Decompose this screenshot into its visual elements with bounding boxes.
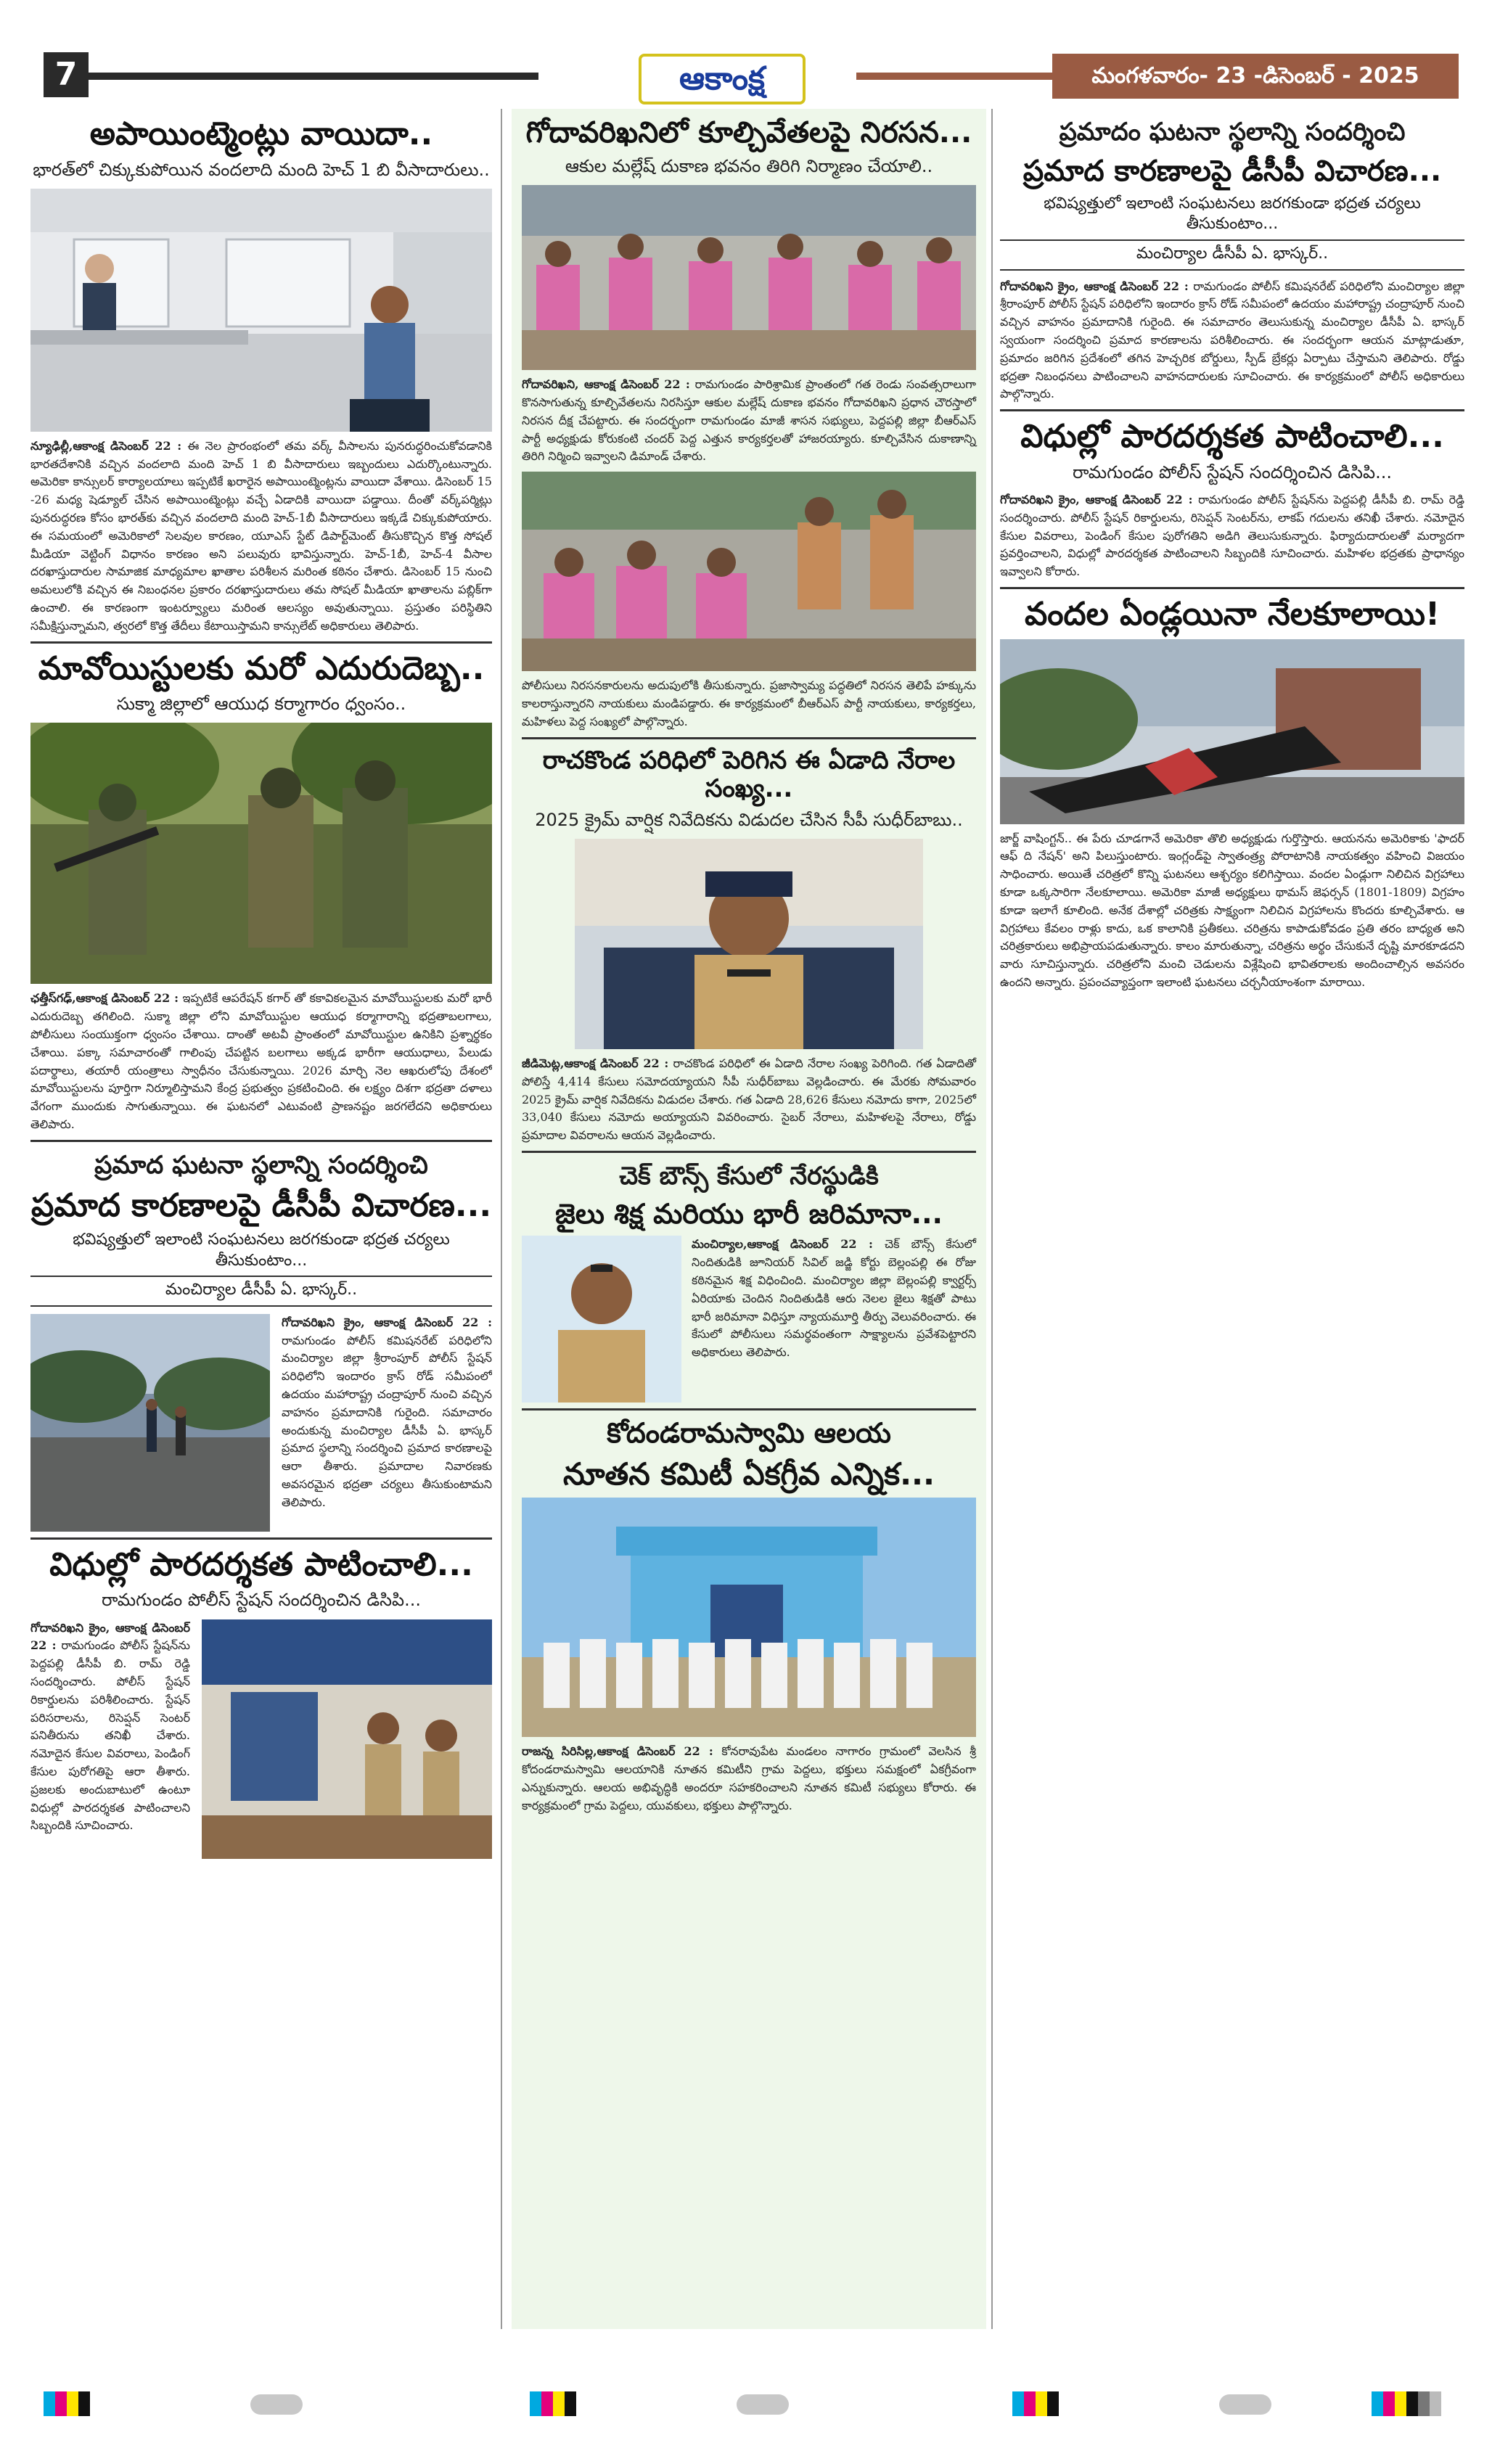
subhead: భారత్‌లో చిక్కుకుపోయిన వందలాది మంది హెచ్ 1 బి వీసాదారులు.. (33, 159, 490, 180)
security-forces-photo (30, 723, 492, 984)
temple-committee-photo (522, 1498, 976, 1737)
cyan-swatch (1012, 2391, 1024, 2416)
black-swatch (1047, 2391, 1059, 2416)
article-body: గోదావరిఖని, ఆకాంక్ష డిసెంబర్ 22 : రామగుండం పారిశ్రామిక ప్రాంతంలో గత రెండు సంవత్సరాలుగా కొనసాగుతున్న కూల్చివేతలను నిరసిస్తూ ఆకుల మల్లేష్ దుకాణ భవనం గోదావరిఖని ప్రధాన చౌరస్తాలో నిరసన దీక్ష చేపట్టారు. ఈ సందర్భంగా రామగుండం మాజీ శాసన సభ్యులు, పెద్దపల్లి జిల్లా బీఆర్ఎస్ పార్టీ అధ్యక్షుడు కోరుకంటి చందర్ పెద్ద ఎత్తున కార్యకర్తలతో హాజరయ్యారు. కూల్చివేసిన దుకాణాన్ని తిరిగి నిర్మించి ఇవ్వాలని డిమాండ్ చేశారు. (522, 377, 976, 464)
black-swatch (78, 2391, 90, 2416)
black-swatch (565, 2391, 576, 2416)
subhead: రామగుండం పోలీస్ స్టేషన్ సందర్శించిన డిసిపి... (102, 1590, 421, 1611)
cyan-swatch (1372, 2391, 1383, 2416)
column-divider (991, 109, 993, 2329)
registration-pill (737, 2394, 789, 2415)
accident-site-photo (30, 1314, 270, 1532)
grey-swatch (1418, 2391, 1430, 2416)
divider (30, 1140, 492, 1142)
headline: జైలు శిక్ష మరియు భారీ జరిమానా... (555, 1197, 943, 1230)
article-cheque-bounce (522, 1162, 976, 1403)
article-body: రాజన్న సిరిసిల్ల,ఆకాంక్ష డిసెంబర్ 22 : కోనరావుపేట మండలం నాగారం గ్రామంలో వెలసిన శ్రీ కోదండరామస్వామి ఆలయానికి నూతన కమిటీని గ్రామ పెద్దలు, భక్తులు సమక్షంలో ఏకగ్రీవంగా ఎన్నుకున్నారు. ఆలయ అభివృద్ధికి అందరూ సహకరించాలని నూతన కమిటీ సభ్యులు కోరారు. ఈ కార్యక్రమంలో గ్రామ పెద్దలు, యువకులు, భక్తులు పాల్గొన్నారు. (522, 1744, 976, 1812)
divider (522, 1408, 976, 1410)
cyan-swatch (44, 2391, 55, 2416)
headline: గోదావరిఖనిలో కూల్చివేతలపై నిరసన... (525, 116, 972, 149)
divider (30, 1537, 492, 1540)
police-station-photo (202, 1619, 492, 1859)
issue-date: మంగళవారం- 23 -డిసెంబర్ - 2025 (1052, 54, 1459, 99)
article-body: న్యూఢిల్లీ,ఆకాంక్ష డిసెంబర్ 22 : ఈ నెల ప్రారంభంలో తమ వర్క్ వీసాలను పునరుద్ధరించుకోవడానికి భారతదేశానికి వచ్చిన వందలాది మంది హెచ్ 1 బి వీసాదారులు ఇబ్బందులు ఎదుర్కొంటున్నారు. అమెరికా కాన్సులర్ కార్యాలయాలు ఇప్పటికే ఖరారైన అపాయింట్మెంట్లను వాయిదా వేశాయి. డిసెంబర్ 15 -26 మధ్య షెడ్యూల్ చేసిన అపాయింట్మెంట్లు వచ్చే ఏడాదికి వాయిదా పడ్డాయి. దీంతో వర్క్‌పర్మిట్లు పునరుద్ధరణ కోసం భారత్‌కు వచ్చిన వందలాది మంది హెచ్-1బీ వీసాదారులు ఇక్కడే చిక్కుకుపోయారు. ఈ సమయంలో అమెరికాలో సెలవుల కారణం, యూఎస్ స్టేట్ డిపార్ట్‌మెంట్ తీసుకొచ్చిన కొత్త సోషల్ మీడియా వెట్టింగ్ విధానం కారణం అని పలువురు భావిస్తున్నారు. హెచ్-1బీ, హెచ్-4 వీసాల దరఖాస్తుదారుల సామాజిక మాధ్యమాల ఖాతాల పరిశీలన మరింత కఠినం చేశారు. డిసెంబర్ 15 నుంచి అమలులోకి వచ్చిన ఈ నిబంధనల ప్రకారం దరఖాస్తుదారులు తమ సోషల్ మీడియా ఖాతాలను పబ్లిక్‌గా ఉంచాలి. ఈ కారణంగా ఇంటర్వ్యూలు మరింత ఆలస్యం అవుతున్నాయి. ప్రస్తుతం పరిస్థితిని సమీక్షిస్తున్నామని, త్వరలో కొత్త తేదీలు కేటాయిస్తామని కాన్సులేట్ అధికారులు తెలిపారు. (30, 438, 492, 633)
magenta-swatch (541, 2391, 553, 2416)
headline: ప్రమాద ఘటనా స్థలాన్ని సందర్శించి (94, 1150, 428, 1180)
article-body: పోలీసులు నిరసనకారులను అదుపులోకి తీసుకున్నారు. ప్రజాస్వామ్య పద్ధతిలో నిరసన తెలిపే హక్కును కాలరాస్తున్నారని నాయకులు మండిపడ్డారు. ఈ కార్యక్రమంలో బీఆర్ఎస్ పార్టీ నాయకులు, కార్యకర్తలు, మహిళలు పెద్ద సంఖ్యలో పాల్గొన్నారు. (522, 678, 976, 728)
article-transparency (1000, 419, 1464, 581)
divider (522, 1151, 976, 1153)
photo-visa-interview (30, 189, 492, 432)
article-statues (1000, 596, 1464, 992)
photo-police-officer (522, 1236, 681, 1403)
print-registration-marks (0, 2391, 1500, 2435)
grey-swatch (1430, 2391, 1441, 2416)
page-number-bar (89, 73, 538, 80)
headline: విధుల్లో పారదర్శకత పాటించాలి... (1020, 418, 1444, 456)
photo-police-station (202, 1619, 492, 1859)
article-temple-committee (522, 1418, 976, 1815)
article-godavarikhani-protest (522, 116, 976, 731)
article-accident-dcp (30, 1151, 492, 1532)
article-body: గోదావరిఖని క్రైం, ఆకాంక్ష డిసెంబర్ 22 : రామగుండం పోలీస్ స్టేషన్‌ను పెద్దపల్లి డీసీపీ బి. రామ్ రెడ్డి సందర్శించారు. పోలీస్ స్టేషన్ రికార్డులను పరిశీలించారు. స్టేషన్ పరిసరాలను, రిసెప్షన్ సెంటర్ పనితీరును తనిఖీ చేశారు. నమోదైన కేసుల వివరాలు, పెండింగ్ కేసుల పురోగతిపై ఆరా తీశారు. ప్రజలకు అందుబాటులో ఉంటూ విధుల్లో పారదర్శకత పాటించాలని సిబ్బందికి సూచించారు. (30, 1620, 190, 1833)
column-left (30, 109, 492, 2329)
article-rachakonda-crime (522, 747, 976, 1145)
headline: చెక్ బౌన్స్ కేసులో నేరస్థుడికి (619, 1161, 879, 1191)
newspaper-logo: ఆకాంక్ష (639, 54, 806, 104)
yellow-swatch (67, 2391, 78, 2416)
registration-pill (250, 2394, 303, 2415)
article-row (30, 1619, 492, 1859)
date-bar (856, 73, 1052, 80)
fallen-statue-photo (1000, 639, 1464, 824)
article-body: గోదావరిఖని క్రైం, ఆకాంక్ష డిసెంబర్ 22 : రామగుండం పోలీస్ కమిషనరేట్ పరిధిలోని మంచిర్యాల జిల్లా శ్రీరాంపూర్ పోలీస్ స్టేషన్ పరిధిలోని ఇందారం క్రాస్ రోడ్ సమీపంలో ఉదయం మహారాష్ట్ర చంద్రాపూర్ నుంచి వచ్చిన వాహనం ప్రమాదానికి గురైంది. సమాచారం అందుకున్న మంచిర్యాల డీసీపీ ఏ. భాస్కర్ ప్రమాద స్థలాన్ని సందర్శించి ప్రమాద కారణాలపై ఆరా తీశారు. ప్రమాదాల నివారణకు అవసరమైన భద్రతా చర్యలు తీసుకుంటామని తెలిపారు. (282, 1315, 492, 1509)
page-number: 7 (44, 52, 89, 97)
column-center (512, 109, 986, 2329)
black-swatch (1406, 2391, 1418, 2416)
headline: వందల ఏండ్లయినా నేలకూలాయి! (1024, 595, 1440, 633)
headline: ప్రమాదం ఘటనా స్థలాన్ని సందర్శించి (1059, 118, 1406, 147)
subhead: సుక్మా జిల్లాలో ఆయుధ కర్మాగారం ధ్వంసం.. (116, 694, 406, 715)
article-row (30, 1314, 492, 1532)
yellow-swatch (1036, 2391, 1047, 2416)
visa-interview-photo (30, 189, 492, 432)
photo-protest-2 (522, 472, 976, 671)
headline: ప్రమాద కారణాలపై డీసీపీ విచారణ... (1022, 154, 1442, 188)
protest-photo-1 (522, 185, 976, 370)
protest-photo-2 (522, 472, 976, 671)
column-right (1000, 109, 1464, 2329)
article-body: జీడిమెట్ల,ఆకాంక్ష డిసెంబర్ 22 : రాచకొండ పరిధిలో ఈ ఏడాది నేరాల సంఖ్య పెరిగింది. గత ఏడాదితో పోలిస్తే 4,414 కేసులు సమోదయ్యాయని సీపీ సుధీర్‌బాబు వెల్లడించారు. ఈ మేరకు సోమవారం 2025 క్రైమ్ వార్షిక నివేదికను విడుదల చేశారు. గత ఏడాది 28,626 కేసులు నమోదు కాగా, 2025లో 33,040 కేసులు నమోదు అయ్యాయని వివరించారు. సైబర్ నేరాలు, మహిళలపై నేరాలు, రోడ్డు ప్రమాదాల వివరాలను ఆయన వెల్లడించారు. (522, 1056, 977, 1143)
article-body: గోదావరిఖని క్రైం, ఆకాంక్ష డిసెంబర్ 22 : రామగుండం పోలీస్ కమిషనరేట్ పరిధిలోని మంచిర్యాల జిల్లా శ్రీరాంపూర్ పోలీస్ స్టేషన్ పరిధిలోని ఇందారం క్రాస్ రోడ్ సమీపంలో ఉదయం మహారాష్ట్ర చంద్రాపూర్ నుంచి వచ్చిన వాహనం ప్రమాదానికి గురైంది. ఈ సమాచారం తెలుసుకున్న మంచిర్యాల డీసీపీ ఏ. భాస్కర్ స్వయంగా సందర్శించి ప్రమాద కారణాలను పరిశీలించారు. ఈ సందర్భంగా ఆయన మాట్లాడుతూ, ప్రమాదం జరిగిన ప్రదేశంలో తగిన హెచ్చరిక బోర్డులు, స్పీడ్ బ్రేకర్లు ఏర్పాటు చేస్తామని తెలిపారు. రోడ్డు భద్రతా నిబంధనలు పాటించాలని వాహనదారులకు సూచించారు. ఈ కార్యక్రమంలో పోలీస్ అధికారులు పాల్గొన్నారు. (1000, 279, 1464, 401)
article-maoist (30, 651, 492, 1134)
article-h1b-visa (30, 116, 492, 636)
article-police-station (30, 1547, 492, 1859)
article-body: మంచిర్యాల,ఆకాంక్ష డిసెంబర్ 22 : చెక్ బౌన్స్ కేసులో నిందితుడికి జూనియర్ సివిల్ జడ్జి కోర్టు బెల్లంపల్లి ఈ రోజు కఠినమైన శిక్ష విధించింది. మంచిర్యాల జిల్లా బెల్లంపల్లి క్వార్టర్స్ ఏరియాకు చెందిన నిందితుడికి ఆరు నెలల జైలు శిక్షతో పాటు భారీ జరిమానా విధిస్తూ న్యాయమూర్తి తీర్పు వెలువరించారు. ఈ కేసులో పోలీసులు సమర్థవంతంగా సాక్ష్యాలను ప్రవేశపెట్టారని అధికారులు తెలిపారు. (692, 1237, 977, 1360)
article-row (522, 1236, 976, 1403)
headline: కోదండరామస్వామి ఆలయ (607, 1417, 891, 1450)
photo-accident-site (30, 1314, 270, 1532)
yellow-swatch (553, 2391, 565, 2416)
subhead: 2025 క్రైమ్ వార్షిక నివేదికను విడుదల చేసిన సీపీ సుధీర్‌బాబు.. (535, 809, 963, 830)
subhead: రామగుండం పోలీస్ స్టేషన్ సందర్శించిన డిసిపి... (1073, 461, 1392, 482)
photo-temple-committee (522, 1498, 976, 1737)
headline: మావోయిస్టులకు మరో ఎదురుదెబ్బ.. (38, 649, 485, 687)
column-divider (501, 109, 502, 2329)
masthead (0, 0, 1500, 107)
divider (30, 641, 492, 644)
article-body: ఛత్తీస్‌గఢ్,ఆకాంక్ష డిసెంబర్ 22 : ఇప్పటికే ఆపరేషన్ కగార్ తో కకావికలమైన మావోయిస్టులకు మరో భారీ ఎదురుదెబ్బ తగిలింది. సుక్మా జిల్లా లోని మావోయిస్టుల ఆయుధ కర్మాగారాన్ని భద్రతాబలగాలు, పోలీసులు సంయుక్తంగా ధ్వంసం చేశాయి. దాంతో అటవీ ప్రాంతంలో మావోయిస్టుల ఉనికిని ప్రశ్నార్థకం చేశాయి. పక్కా సమాచారంతో గాలింపు చేపట్టిన బలగాలు అక్కడ భారీగా ఆయుధాలు, పేలుడు పదార్థాలు, తయారీ యంత్రాలు స్వాధీనం చేసుకున్నాయి. 2026 మార్చి నెల ఆఖరులోపు దేశంలో మావోయిస్టులను పూర్తిగా నిర్మూలిస్తామని కేంద్ర ప్రభుత్వం ప్రకటించింది. ఈ లక్ష్యం దిశగా భద్రతా దళాలు వేగంగా ముందుకు సాగుతున్నాయి. ఈ ఘటనలో ఎటువంటి ప్రాణనష్టం జరగలేదని అధికారులు తెలిపారు. (30, 991, 492, 1131)
magenta-swatch (1024, 2391, 1036, 2416)
subhead: భవిష్యత్తులో ఇలాంటి సంఘటనలు జరగకుండా భద్రత చర్యలు తీసుకుంటాం... (30, 1230, 492, 1277)
article-accident-dcp-right (1000, 118, 1464, 403)
registration-pill (1219, 2394, 1271, 2415)
headline: విధుల్లో పారదర్శకత పాటించాలి... (49, 1545, 473, 1583)
cp-photo (575, 839, 923, 1049)
headline: ప్రమాద కారణాలపై డీసీపీ విచారణ... (30, 1186, 492, 1224)
photo-protest-1 (522, 185, 976, 370)
magenta-swatch (1383, 2391, 1395, 2416)
photo-cp-sudheer-babu (575, 839, 923, 1049)
headline: అపాయింట్మెంట్లు వాయిదా.. (89, 115, 433, 152)
byline: మంచిర్యాల డీసీపీ ఏ. భాస్కర్.. (30, 1280, 492, 1307)
article-body: గోదావరిఖని క్రైం, ఆకాంక్ష డిసెంబర్ 22 : రామగుండం పోలీస్ స్టేషన్‌ను పెద్దపల్లి డీసీపీ బి. రామ్ రెడ్డి సందర్శించారు. పోలీస్ స్టేషన్ రికార్డులను, రిసెప్షన్ సెంటర్‌ను, లాకప్ గదులను తనిఖీ చేశారు. నమోదైన కేసుల వివరాలు, పెండింగ్ కేసుల పురోగతిని అడిగి తెలుసుకున్నారు. ఫిర్యాదుదారులతో మర్యాదగా ప్రవర్తించాలని, విధుల్లో పారదర్శకత పాటించాలని సిబ్బందికి సూచించారు. మహిళల భద్రతకు ప్రాధాన్యం ఇవ్వాలని కోరారు. (1000, 492, 1464, 579)
police-officer-photo (522, 1236, 681, 1403)
divider (1000, 587, 1464, 589)
headline: నూతన కమిటీ ఏకగ్రీవ ఎన్నిక... (563, 1456, 935, 1492)
byline: మంచిర్యాల డీసీపీ ఏ. భాస్కర్.. (1000, 244, 1464, 271)
magenta-swatch (55, 2391, 67, 2416)
cyan-swatch (530, 2391, 541, 2416)
yellow-swatch (1395, 2391, 1406, 2416)
subhead: ఆకుల మల్లేష్ దుకాణ భవనం తిరిగి నిర్మాణం చేయాలి.. (565, 156, 933, 176)
headline: రాచకొండ పరిధిలో పెరిగిన ఈ ఏడాది నేరాల సంఖ్య... (542, 745, 956, 803)
divider (1000, 409, 1464, 411)
article-body: జార్జ్ వాషింగ్టన్.. ఈ పేరు చూడగానే అమెరికా తొలి అధ్యక్షుడు గుర్తొస్తారు. ఆయనను అమెరికాకు 'ఫాదర్ ఆఫ్ ది నేషన్' అని పిలుస్తుంటారు. ఇంగ్లండ్‌పై స్వాతంత్ర్య పోరాటానికి నాయకత్వం వహించి విజయం సాధించారు. అయితే చరిత్రలో కొన్ని ఘటనలు ఆశ్చర్యం కలిగిస్తాయి. వందల ఏండ్లుగా నిలిచిన విగ్రహాలు కూడా ఒక్కసారిగా నేలకూలాయి. అమెరికా మాజీ అధ్యక్షులు థామస్ జెఫర్సన్ (1801-1809) విగ్రహం కూడా ఇలాగే కూలింది. అనేక దేశాల్లో చరిత్రకు సాక్ష్యంగా నిలిచిన విగ్రహాలను కొందరు కూల్చివేశారు. ఆ విగ్రహాలు కేవలం రాళ్లు కాదు, ఒక కాలానికి ప్రతీకలు. చరిత్రను కాపాడుకోవడం ప్రతి తరం బాధ్యత అని చరిత్రకారులు అభిప్రాయపడుతున్నారు. కాలం మారుతున్నా, చరిత్రను అర్థం చేసుకునే దృష్టి మారకూడదని వారు సూచిస్తున్నారు. చరిత్రలోని మంచి చెడులను విశ్లేషించి భావితరాలకు అందించాల్సిన అవసరం ఉందని అన్నారు. ప్రపంచవ్యాప్తంగా ఇలాంటి ఘటనలు చర్చనీయాంశంగా మారాయి. (1000, 831, 1464, 989)
divider (522, 737, 976, 739)
photo-security-forces (30, 723, 492, 984)
photo-fallen-statue (1000, 639, 1464, 824)
subhead: భవిష్యత్తులో ఇలాంటి సంఘటనలు జరగకుండా భద్రత చర్యలు తీసుకుంటాం... (1000, 194, 1464, 241)
